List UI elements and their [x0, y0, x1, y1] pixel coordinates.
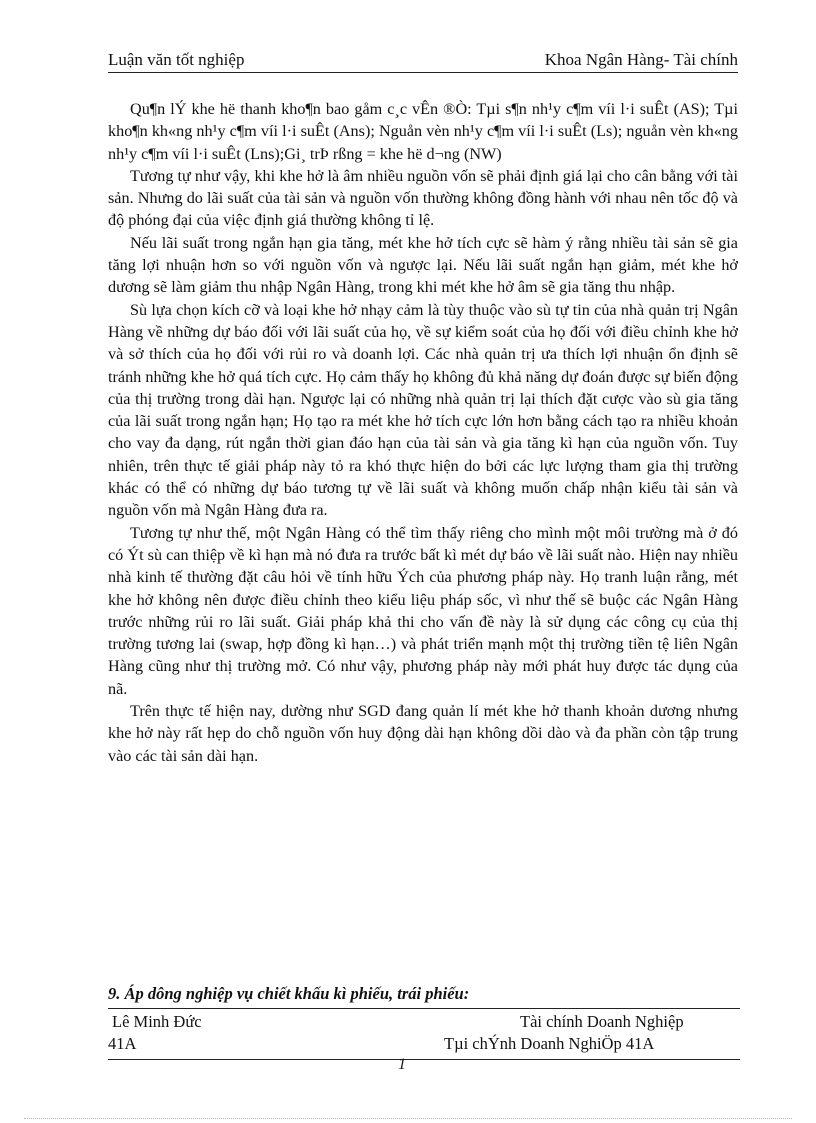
paragraph: Sù lựa chọn kích cỡ và loại khe hở nhạy cảm là tùy thuộc vào sù tự tin của nhà quản trị Ngân Hàng về những dự báo đối với lãi suất của họ, về sự kiểm soát của họ đối với điều chỉnh khe hở và sở thích của họ đối với rủi ro và doanh lợi. Các nhà quản trị ưa thích lợi nhuận ổn định sẽ tránh những khe hở quá tích cực. Họ cảm thấy họ không đủ khả năng dự đoán được sự biến động của thị trường trong dài hạn. Ngược lại có những nhà quản trị lại thích đặt cược vào sù gia tăng của lãi suất trong ngắn hạn; Họ tạo ra mét khe hở tích cực lớn hơn bằng cách tạo ra nhiều khoản cho vay đa dạng, rút ngắn thời gian đáo hạn của tài sản và gia tăng kì hạn của nguồn vốn. Tuy nhiên, trên thực tế giải pháp này tỏ ra khó thực hiện do bởi các lực lượng tham gia thị trường khác có thể có những dự báo tương tự về lãi suất và không muốn chấp nhận kiểu tài sản và nguồn vốn mà Ngân Hàng đưa ra.: [108, 300, 738, 520]
footer-divider: [108, 1008, 740, 1009]
footer-department: Tài chính Doanh Nghiệp: [520, 1012, 684, 1031]
paragraph: Nếu lãi suất trong ngắn hạn gia tăng, mét khe hở tích cực sẽ hàm ý rằng nhiều tài sản sẽ gia tăng lợi nhuận hơn so với nguồn vốn và ngược lại. Nếu lãi suất ngắn hạn giảm, mét khe hở dương sẽ làm giảm thu nhập Ngân Hàng, trong khi mét khe hở âm sẽ gia tăng thu nhập.: [108, 233, 738, 297]
page-number: 1: [398, 1056, 406, 1073]
footer-author: Lê Minh Đức: [112, 1012, 202, 1031]
body-text: [108, 98, 738, 767]
paragraph: Tương tự như vậy, khi khe hở là âm nhiều nguồn vốn sẽ phải định giá lại cho cân bằng với tài sản. Nhưng do lãi suất của tài sản và nguồn vốn thường không đồng hành với nhau nên tốc độ và độ phóng đại của việc định giá thường không tỉ lệ.: [108, 166, 738, 230]
page-bottom-border: [24, 1118, 792, 1119]
paragraph: Tương tự như thế, một Ngân Hàng có thể tìm thấy riêng cho mình một môi trường mà ở đó có Ýt sù can thiệp về kì hạn mà nó đưa ra trước bất kì mét dự báo về lãi suất nào. Hiện nay nhiều nhà kinh tế thường đặt câu hỏi về tính hữu Ých của phương pháp này. Họ tranh luận rằng, mét khe hở không nên được điều chỉnh theo kiểu liệu pháp sốc, vì như thế sẽ buộc các Ngân Hàng trước những rủi ro lãi suất. Giải pháp khả thi cho vấn đề này là sử dụng các công cụ của thị trường tương lai (swap, hợp đồng kì hạn…) và phát triển mạnh một thị trường tiền tệ liên Ngân Hàng cũng như thị trường mở. Có như vậy, phương pháp này mới phát huy được tác dụng của nã.: [108, 523, 738, 698]
section-heading: 9. Áp dông nghiệp vụ chiết khấu kì phiếu, trái phiếu:: [108, 984, 470, 1003]
header-faculty: Khoa Ngân Hàng- Tài chính: [544, 50, 738, 69]
page-header: [108, 48, 738, 73]
paragraph: Qu¶n lÝ khe hë thanh kho¶n bao gåm c¸c vÊn ®Ò: Tµi s¶n nh¹y c¶m víi l·i suÊt (AS); Tµi kho¶n kh«ng nh¹y c¶m víi l·i suÊt (Ans); Nguån vèn nh¹y c¶m víi l·i suÊt (Ls); nguån vèn kh«ng nh¹y c¶m víi l·i suÊt (Lns);Gi¸ trÞ rßng = khe hë d¬ng (NW): [108, 100, 738, 163]
footer-class: 41A: [108, 1034, 137, 1053]
footer-department-class: Tµi chÝnh Doanh NghiÖp 41A: [444, 1034, 655, 1053]
paragraph: Trên thực tế hiện nay, dường như SGD đang quản lí mét khe hở thanh khoản dương nhưng khe hở này rất hẹp do chỗ nguồn vốn huy động dài hạn không dồi dào và đa phần còn tập trung vào các tài sản dài hạn.: [108, 702, 738, 765]
header-thesis-title: Luận văn tốt nghiệp: [108, 50, 245, 69]
footer-divider-bottom: [108, 1059, 740, 1060]
